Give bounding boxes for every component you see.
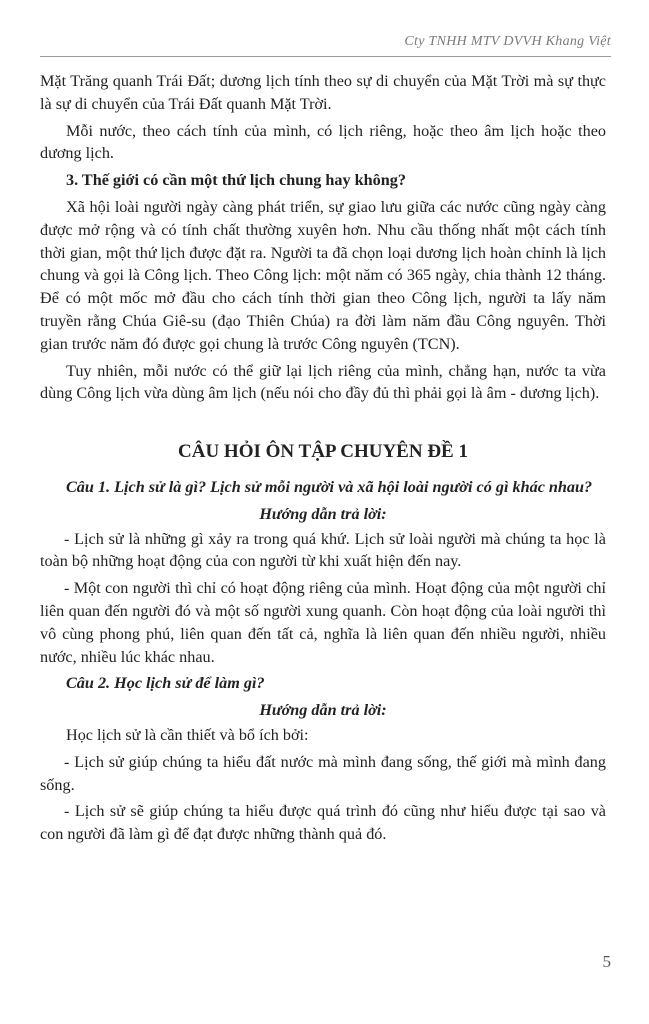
running-header <box>40 30 611 57</box>
header-text: Cty TNHH MTV DVVH Khang Việt <box>404 34 611 49</box>
answer-item: - Lịch sử sẽ giúp chúng ta hiểu được quá trình đó cũng như hiểu được tại sao và con người đã làm gì để đạt được những thành quả đó. <box>40 802 606 844</box>
page-content <box>40 70 606 850</box>
answer-guide-label: Hướng dẫn trả lời: <box>259 504 387 523</box>
page-number: 5 <box>602 952 611 971</box>
paragraph: Mỗi nước, theo cách tính của mình, có lịch riêng, hoặc theo âm lịch hoặc theo dương lịch. <box>40 121 606 163</box>
answer-item: - Lịch sử là những gì xảy ra trong quá khứ. Lịch sử loài người mà chúng ta học là toàn bộ những hoạt động của con người từ khi xuất hiện đến nay. <box>40 529 606 571</box>
section-heading: 3. Thế giới có cần một thứ lịch chung hay không? <box>66 171 406 190</box>
answer-guide-label: Hướng dẫn trả lời: <box>259 701 387 720</box>
paragraph: Mặt Trăng quanh Trái Đất; dương lịch tính theo sự di chuyển của Mặt Trời mà sự thực là sự di chuyển của Trái Đất quanh Mặt Trời. <box>40 72 606 113</box>
question: Câu 2. Học lịch sử để làm gì? <box>66 674 265 693</box>
answer-item: - Một con người thì chỉ có hoạt động riêng của mình. Hoạt động của một người chỉ liên quan đến người đó và một số người xung quanh. Còn hoạt động của loài người thì vô cùng phong phú, liên quan đến tất cả, nghĩa là liên quan đến nhiều người, nhiều nước, nhiều lúc khác nhau. <box>40 579 606 666</box>
chapter-title: CÂU HỎI ÔN TẬP CHUYÊN ĐỀ 1 <box>178 441 468 463</box>
question: Câu 1. Lịch sử là gì? Lịch sử mỗi người và xã hội loài người có gì khác nhau? <box>66 477 593 496</box>
paragraph: Tuy nhiên, mỗi nước có thể giữ lại lịch riêng của mình, chẳng hạn, nước ta vừa dùng Công lịch vừa dùng âm lịch (nếu nói cho đầy đủ thì phải gọi là âm - dương lịch). <box>40 361 606 403</box>
answer-intro: Học lịch sử là cần thiết và bổ ích bởi: <box>66 725 309 744</box>
answer-item: - Lịch sử giúp chúng ta hiểu đất nước mà mình đang sống, thế giới mà mình đang sống. <box>40 752 606 794</box>
paragraph: Xã hội loài người ngày càng phát triển, sự giao lưu giữa các nước cũng ngày càng được mở rộng và có tính chất thường xuyên hơn. Nhu cầu thống nhất một cách tính thời gian, một thứ lịch được đặt ra. Người ta đã chọn loại dương lịch hoàn chỉnh là lịch chung và gọi là Công lịch. Theo Công lịch: một năm có 365 ngày, chia thành 12 tháng. Để có một mốc mở đầu cho cách tính thời gian theo Công lịch, người ta lấy năm truyền rằng Chúa Giê-su (đạo Thiên Chúa) ra đời làm năm đầu Công nguyên. Thời gian trước năm đó được gọi chung là trước Công nguyên (TCN). <box>40 197 606 353</box>
